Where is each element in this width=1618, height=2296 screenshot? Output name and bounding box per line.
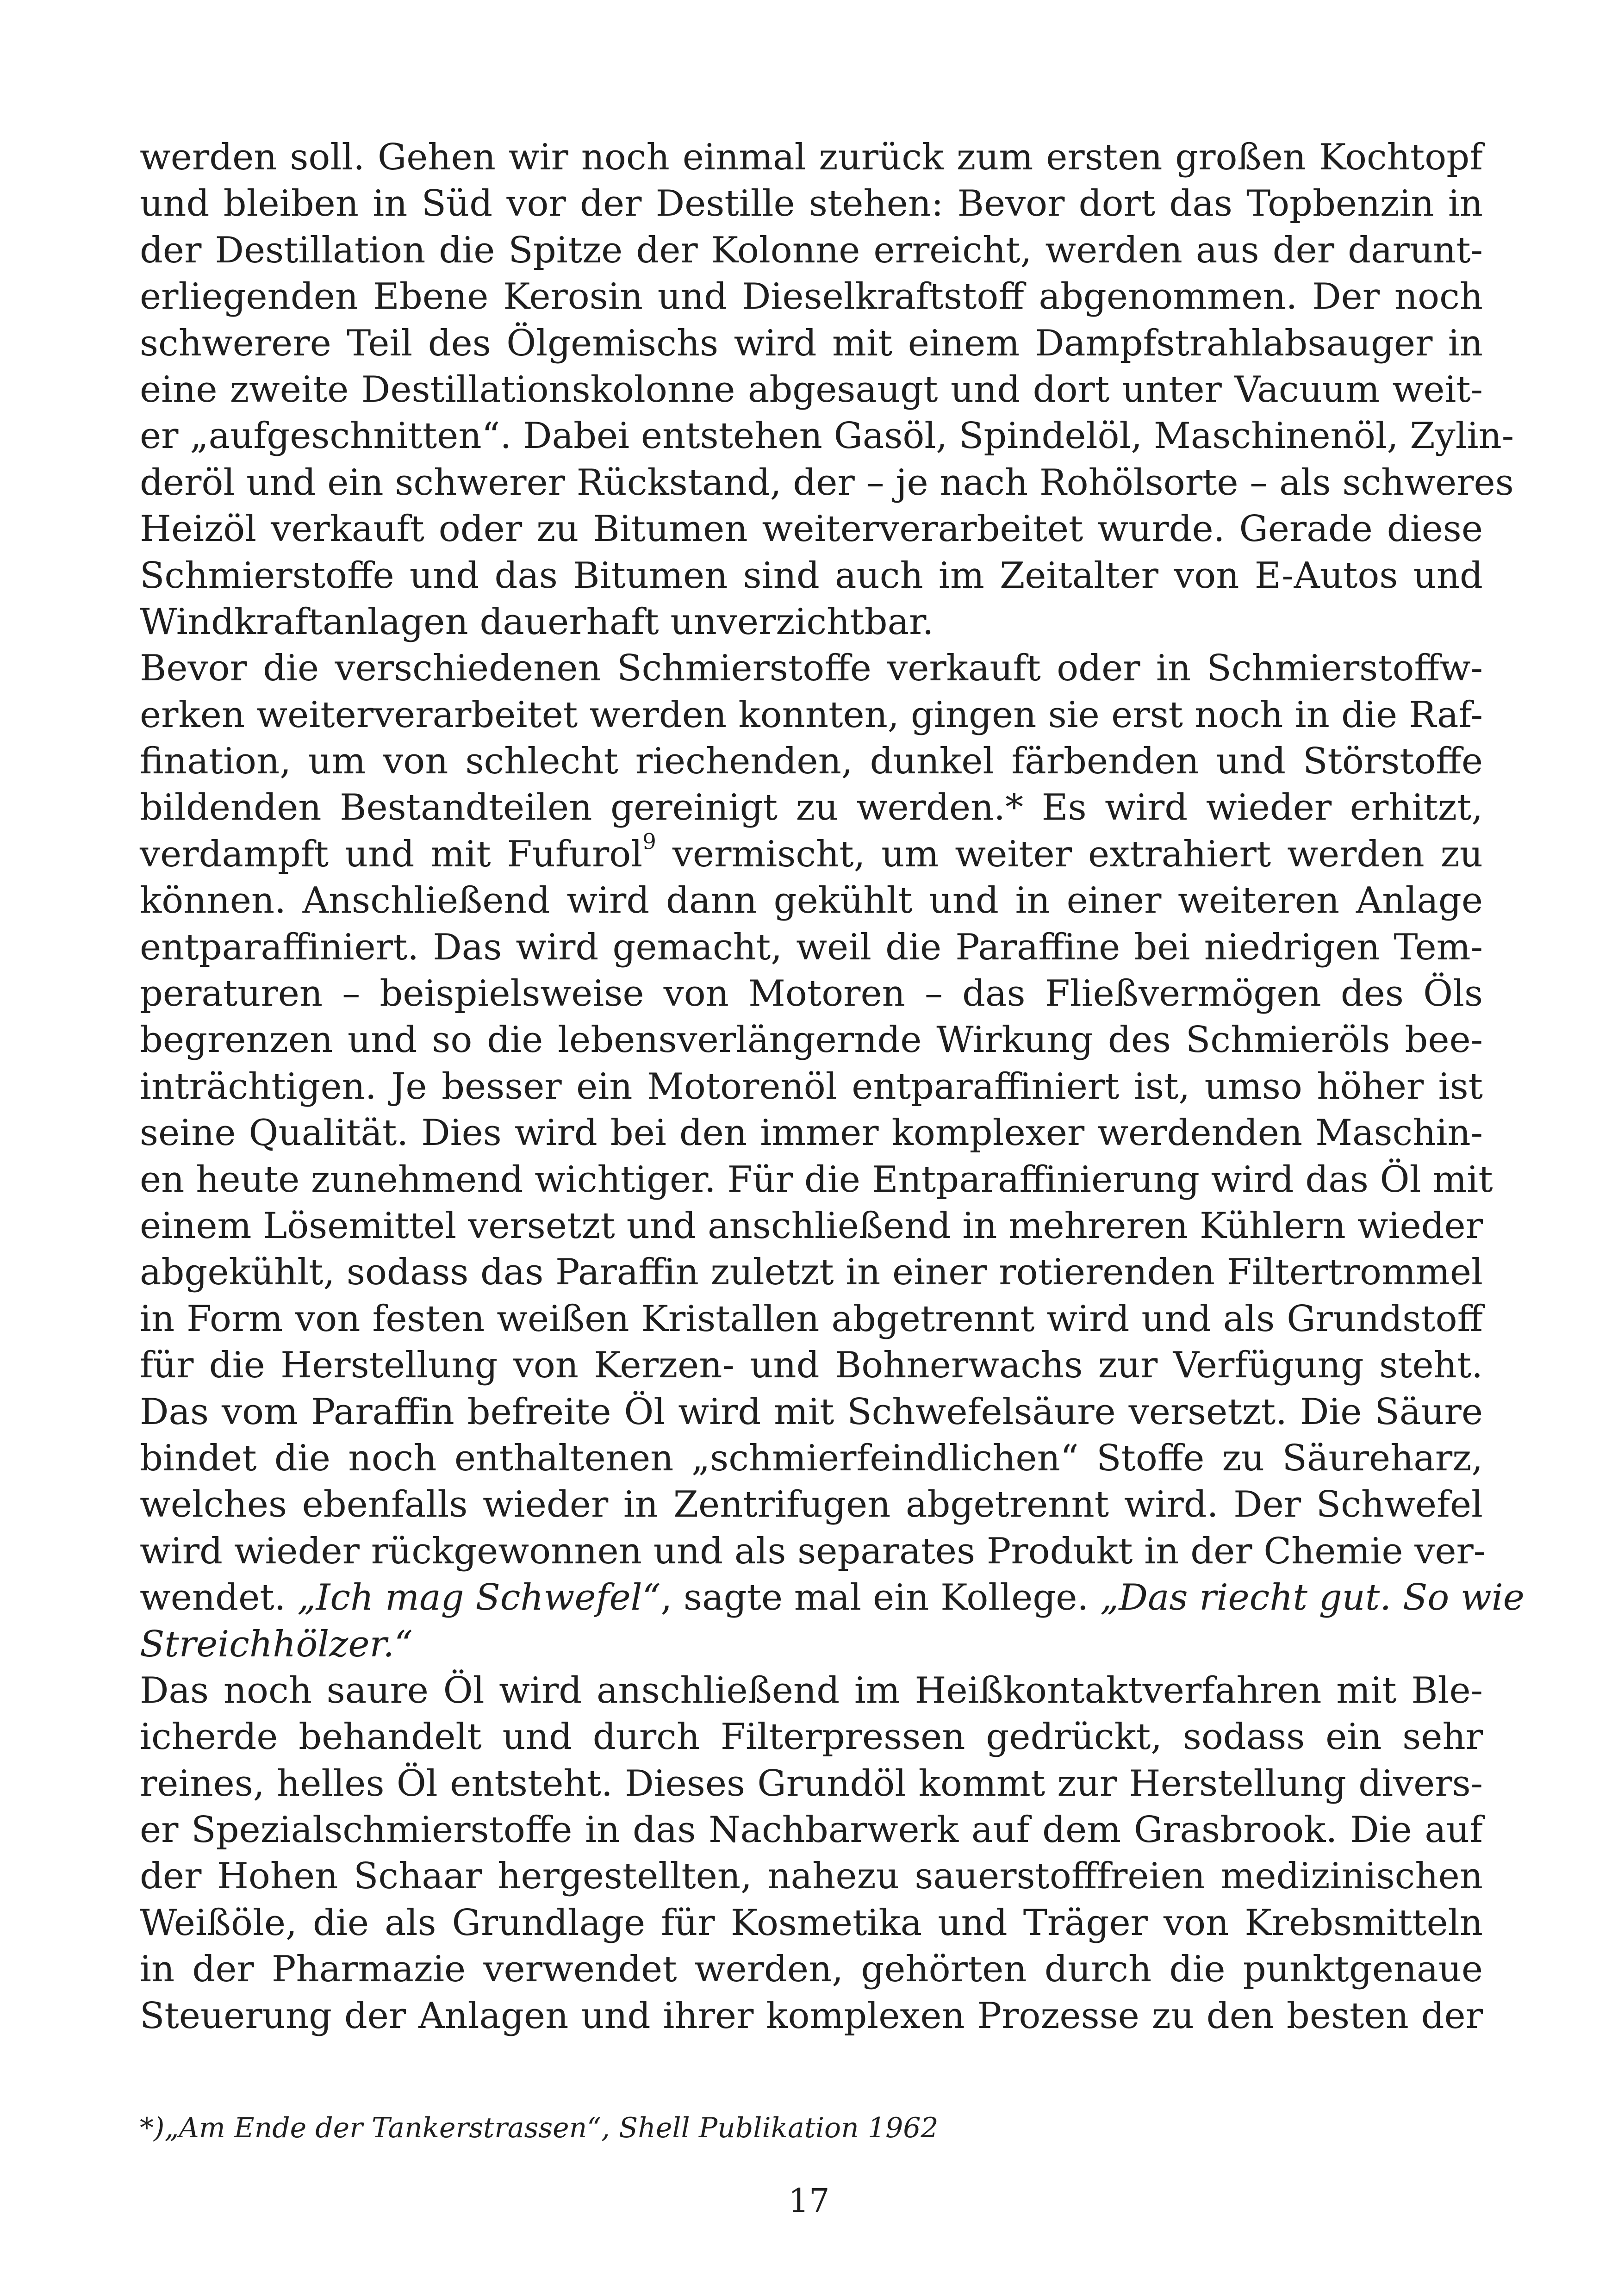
text-line bbox=[140, 1714, 1483, 1760]
text-line bbox=[140, 645, 1483, 691]
line-text: Bevor die verschiedenen Schmierstoffe verkauft oder in Schmierstoffw- bbox=[140, 647, 1483, 690]
line-text: Schmierstoffe und das Bitumen sind auch im Zeitalter von E-Autos und bbox=[140, 554, 1483, 597]
text-line bbox=[140, 1064, 1483, 1110]
text-line bbox=[140, 1481, 1483, 1528]
line-text: abgekühlt, sodass das Paraffin zuletzt in einer rotierenden Filtertrommel bbox=[140, 1251, 1483, 1294]
text-line bbox=[140, 274, 1483, 320]
line-text: Weißöle, die als Grundlage für Kosmetika und Träger von Krebsmitteln bbox=[140, 1902, 1483, 1944]
text-line bbox=[140, 971, 1483, 1017]
line-text: Das vom Paraffin befreite Öl wird mit Schwefelsäure versetzt. Die Säure bbox=[140, 1391, 1483, 1433]
text-line bbox=[140, 1249, 1483, 1295]
line-text: können. Anschließend wird dann gekühlt und in einer weiteren Anlage bbox=[140, 880, 1483, 922]
line-text: vermischt, um weiter extrahiert werden zu bbox=[656, 833, 1483, 875]
page-number: 17 bbox=[788, 2182, 830, 2220]
text-line bbox=[140, 1017, 1483, 1063]
text-line bbox=[140, 1157, 1493, 1203]
text-line bbox=[140, 1853, 1483, 1899]
line-text: erliegenden Ebene Kerosin und Dieselkraftstoff abgenommen. Der noch bbox=[140, 276, 1483, 318]
text-line bbox=[140, 227, 1483, 274]
text-line bbox=[140, 134, 1483, 180]
line-text: bildenden Bestandteilen gereinigt zu werden.* Es wird wieder erhitzt, bbox=[140, 787, 1483, 829]
footnote-reference: 9 bbox=[642, 829, 656, 855]
text-line bbox=[140, 924, 1483, 971]
line-text: Steuerung der Anlagen und ihrer komplexen Prozesse zu den besten der bbox=[140, 1995, 1483, 2037]
text-line bbox=[140, 1528, 1486, 1574]
text-line bbox=[140, 1342, 1483, 1388]
text-line bbox=[140, 506, 1483, 552]
line-text: en heute zunehmend wichtiger. Für die Entparaffinierung wird das Öl mit bbox=[140, 1158, 1493, 1201]
text-line bbox=[140, 1807, 1483, 1853]
text-line bbox=[140, 1574, 1525, 1621]
line-text: er „aufgeschnitten“. Dabei entstehen Gasöl, Spindelöl, Maschinenöl, Zylin- bbox=[140, 415, 1514, 457]
line-text: eine zweite Destillationskolonne abgesaugt und dort unter Vacuum weit- bbox=[140, 368, 1483, 411]
text-line bbox=[140, 320, 1483, 367]
line-text: peraturen – beispielsweise von Motoren – das Fließvermögen des Öls bbox=[140, 973, 1483, 1015]
line-text: werden soll. Gehen wir noch einmal zurück zum ersten großen Kochtopf bbox=[140, 137, 1483, 178]
line-text: , sagte mal ein Kollege. bbox=[660, 1577, 1101, 1619]
italic-quote: „Das riecht gut. So wie bbox=[1100, 1577, 1525, 1619]
text-line bbox=[140, 1946, 1483, 1992]
line-text: verdampft und mit Fufurol bbox=[140, 833, 643, 875]
text-line bbox=[140, 831, 1483, 877]
line-text: erken weiterverarbeitet werden konnten, gingen sie erst noch in die Raf- bbox=[140, 694, 1483, 736]
text-line bbox=[140, 692, 1483, 738]
line-text: reines, helles Öl entsteht. Dieses Grundöl kommt zur Herstellung divers- bbox=[140, 1762, 1483, 1804]
text-line bbox=[140, 367, 1483, 413]
text-line bbox=[140, 553, 1483, 599]
line-text: fination, um von schlecht riechenden, dunkel färbenden und Störstoffe bbox=[140, 740, 1483, 783]
text-line bbox=[140, 738, 1483, 784]
line-text: inträchtigen. Je besser ein Motorenöl entparaffiniert ist, umso höher ist bbox=[140, 1065, 1483, 1108]
line-text: bindet die noch enthaltenen „schmierfeindlichen“ Stoffe zu Säureharz, bbox=[140, 1437, 1483, 1479]
italic-quote: „Ich mag Schwefel“ bbox=[297, 1577, 661, 1619]
line-text: entparaffiniert. Das wird gemacht, weil die Paraffine bei niedrigen Tem- bbox=[140, 926, 1483, 968]
text-line bbox=[140, 1296, 1483, 1342]
line-text: deröl und ein schwerer Rückstand, der – je nach Rohölsorte – als schweres bbox=[140, 461, 1514, 504]
line-text: Heizöl verkauft oder zu Bitumen weiterverarbeitet wurde. Gerade diese bbox=[140, 508, 1483, 550]
text-line bbox=[140, 1110, 1483, 1156]
line-text: in der Pharmazie verwendet werden, gehörten durch die punktgenaue bbox=[140, 1948, 1483, 1991]
text-line bbox=[140, 1389, 1483, 1435]
text-line bbox=[140, 1993, 1483, 2039]
line-text: für die Herstellung von Kerzen- und Bohnerwachs zur Verfügung steht. bbox=[140, 1344, 1483, 1387]
text-line bbox=[140, 599, 1483, 645]
text-line bbox=[140, 1900, 1483, 1946]
line-text: er Spezialschmierstoffe in das Nachbarwerk auf dem Grasbrook. Die auf bbox=[140, 1809, 1483, 1851]
text-line bbox=[140, 784, 1483, 831]
line-text: der Hohen Schaar hergestellten, nahezu sauerstofffreien medizinischen bbox=[140, 1855, 1483, 1898]
italic-quote: Streichhölzer.“ bbox=[140, 1623, 413, 1665]
text-line bbox=[140, 1203, 1483, 1249]
line-text: wendet. bbox=[140, 1577, 298, 1619]
line-text: in Form von festen weißen Kristallen abgetrennt wird und als Grundstoff bbox=[140, 1298, 1483, 1340]
line-text: Das noch saure Öl wird anschließend im Heißkontaktverfahren mit Ble- bbox=[140, 1669, 1483, 1711]
line-text: welches ebenfalls wieder in Zentrifugen abgetrennt wird. Der Schwefel bbox=[140, 1484, 1483, 1526]
line-text: wird wieder rückgewonnen und als separates Produkt in der Chemie ver- bbox=[140, 1530, 1486, 1572]
text-line bbox=[140, 1435, 1483, 1481]
line-text: einem Lösemittel versetzt und anschließend in mehreren Kühlern wieder bbox=[140, 1205, 1483, 1247]
line-text: begrenzen und so die lebensverlängernde Wirkung des Schmieröls bee- bbox=[140, 1019, 1483, 1061]
line-text: seine Qualität. Dies wird bei den immer komplexer werdenden Maschin- bbox=[140, 1112, 1483, 1154]
line-text: der Destillation die Spitze der Kolonne erreicht, werden aus der darunt- bbox=[140, 229, 1483, 271]
text-line bbox=[140, 1668, 1483, 1714]
text-line bbox=[140, 180, 1483, 227]
line-text: und bleiben in Süd vor der Destille stehen: Bevor dort das Topbenzin in bbox=[140, 183, 1483, 225]
line-text: icherde behandelt und durch Filterpressen gedrückt, sodass ein sehr bbox=[140, 1716, 1483, 1758]
line-text: schwerere Teil des Ölgemischs wird mit einem Dampfstrahlabsauger in bbox=[140, 322, 1483, 364]
text-line bbox=[140, 460, 1514, 506]
footnote: *)„Am Ende der Tankerstrassen“, Shell Publikation 1962 bbox=[140, 2112, 939, 2144]
text-line bbox=[140, 413, 1514, 459]
text-line bbox=[140, 1761, 1483, 1807]
body-text bbox=[140, 134, 1525, 2039]
text-line bbox=[140, 877, 1483, 924]
line-text: Windkraftanlagen dauerhaft unverzichtbar. bbox=[140, 601, 934, 643]
text-line bbox=[140, 1621, 1483, 1668]
